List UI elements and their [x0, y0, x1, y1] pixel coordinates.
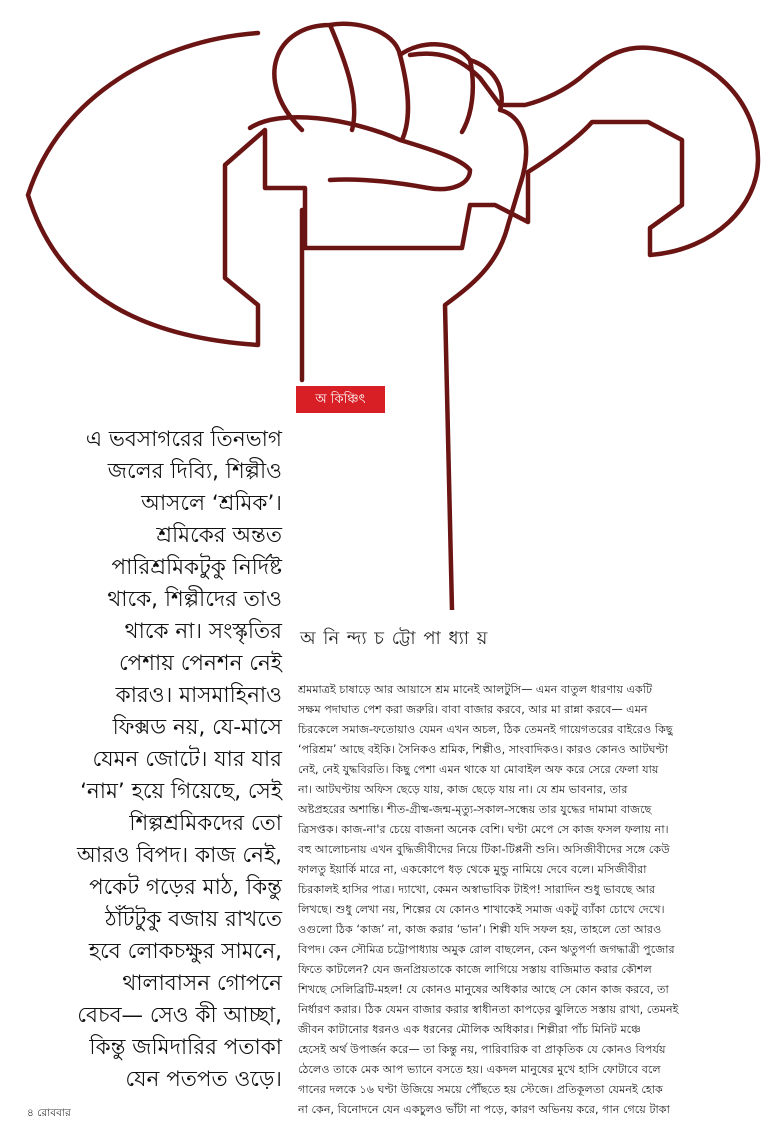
body-line: চিরকেলে সমাজ-ফতোয়াও যেমন এখন অচল, ঠিক তেমনই গায়েগতরের বাইরেও কিছু [298, 723, 673, 736]
pull-quote-line: শিল্পশ্রমিকদের তো [129, 811, 282, 836]
pull-quote-line: বেচব— সেও কী আচ্ছা, [77, 1003, 282, 1028]
pull-quote-line: কিন্তু জমিদারির পতাকা [89, 1035, 282, 1060]
body-line: বিপদ। কেন সৌমিত্র চট্টোপাধ্যায় অমুক রোল বাছলেন, কেন ঋতুপর্ণা জগদ্ধাত্রী পুজোর [298, 943, 675, 956]
body-line: ত্রিসপ্তক। কাজ-না'র চেয়ে বাজনা অনেক বেশি। ঘণ্টা মেপে সে কাজ ফসল ফলায় না। [298, 823, 669, 836]
body-line: ফালতু ইয়ার্কি মারে না, এককোপে ধড় থেকে মুন্ডু নামিয়ে দেবে বলে। মসিজীবীরা [298, 863, 647, 876]
pull-quote-line: ‘নাম’ হয়ে গিয়েছে, সেই [80, 779, 282, 804]
pull-quote-line: জলের দিব্যি, শিল্পীও [107, 459, 282, 484]
body-line: শ্রমমাত্রই চাষাড়ে আর আয়াসে শ্রম মানেই আলটুসি— এমন বাতুল ধারণায় একটি [298, 683, 653, 696]
pull-quote-line: শ্রমিকের অন্তত [156, 523, 282, 548]
body-line: নির্ধারণ করার। ঠিক যেমন বাজার করার স্বাধীনতা কাপড়ের ঝুলিতে সস্তায় রাখা, তেমনই [298, 1003, 679, 1016]
pull-quote-line: পকেট গড়ের মাঠ, কিন্তু [89, 875, 282, 900]
body-line: লিখছে। শুধু লেখা নয়, শিল্পের যে কোনও শাখাকেই সমাজ একটু ব্যাঁকা চোখে দেখে। [298, 903, 665, 916]
body-line: জীবন কাটানোর ধরনও এক ধরনের মৌলিক অধিকার। শিল্পীরা পাঁচ মিনিট মঞ্চে [298, 1023, 641, 1036]
author-byline: অ নি ন্দ্য চ ট্টো পা ধ্যা য় [300, 628, 489, 649]
pull-quote-line: যেমন জোটে। যার যার [92, 747, 282, 772]
finger-crease-3 [462, 60, 473, 132]
body-line: গানের দলকে ১৬ ঘণ্টা উজিয়ে সময়ে পৌঁছতে হয় স্টেজে। প্রতিকূলতা যেমনই হোক [298, 1083, 663, 1096]
body-line: অষ্টপ্রহরের অশান্তি। শীত-গ্রীষ্ম-জন্ম-মৃত্যু-সকাল-সন্ধেয় তার যুদ্ধের দামামা বাজছে [298, 803, 652, 816]
pull-quote-line: পারিশ্রমিকটুকু নির্দিষ্ট [111, 555, 282, 580]
pull-quote-line: যেন পতপত ওড়ে। [125, 1067, 282, 1092]
body-line: চিরকালই হাসির পাত্র। দ্যাখো, কেমন অস্বাভাবিক টাইপ! সারাদিন শুধু ভাবছে আর [298, 883, 656, 896]
pull-quote-line: আসলে ‘শ্রমিক’। [141, 491, 282, 516]
body-line: শিখছে সেলিব্রিটি-মহল! যে কোনও মানুষের অধিকার আছে সে কোন কাজ করবে, তা [298, 983, 669, 996]
thumb-outline [250, 117, 470, 189]
body-line: ফিতে কাটলেন? যেন জনপ্রিয়তাকে কাজে লাগিয়ে সস্তায় বাজিমাত করার কৌশল [298, 963, 652, 976]
page-folio: ৪ রোববার [27, 1107, 71, 1119]
pull-quote-line: ফিক্সড নয়, যে-মাসে [112, 715, 282, 740]
wrench-outline [28, 33, 758, 345]
pull-quote-line: হবে লোকচক্ষুর সামনে, [88, 939, 282, 964]
pull-quote-line: পেশায় পেনশন নেই [118, 651, 282, 676]
fist-outline [274, 24, 526, 610]
body-line: না কেন, বিনোদনে যেন একচুলও ভাঁটা না পড়ে, কারণ অভিনয় করে, গান গেয়ে টাকা [298, 1103, 670, 1116]
body-line: বহু আলোচনায় এখন বুদ্ধিজীবীদের নিয়ে টিকা-টিপ্পনী শুনি। অসিজীবীদের সঙ্গে কেউ [298, 843, 670, 856]
body-line: নেই, নেই যুদ্ধবিরতি। কিছু পেশা এমন থাকে যা মোবাইল অফ করে সেরে ফেলা যায় [298, 763, 659, 776]
pull-quote-line: থালাবাসন গোপনে [122, 971, 282, 996]
pull-quote-line: এ ভবসাগরের তিনভাগ [85, 427, 282, 452]
pull-quote-line: থাকে না। সংস্কৃতির [124, 619, 282, 644]
body-line: ওগুলো ঠিক ‘কাজ’ না, কাজ করার ‘ভান’। শিল্পী যদি সফল হয়, তাহলে তো আরও [298, 923, 662, 936]
section-tag: অ কিঞ্চিৎ [296, 386, 385, 413]
body-line: ঠেলেও তাকে মেক আপ ভ্যানে বসতে হয়। একদল মানুষের মুখে হাসি ফোটাবে বলে [298, 1063, 661, 1076]
pull-quote-line: কারও। মাসমাহিনাও [115, 683, 282, 708]
body-line: সক্ষম পদাঘাত পেশ করা জরুরি। বাবা বাজার করবে, আর মা রান্না করবে— এমন [298, 703, 648, 716]
body-line: ‘পরিশ্রম’ আছে বইকি। সৈনিকও শ্রমিক, শিল্পীও, সাংবাদিকও। কারও কোনও আটঘণ্টা [298, 743, 669, 756]
finger-crease-1 [330, 25, 354, 130]
pull-quote [40, 424, 282, 1096]
finger-crease-2 [400, 55, 408, 140]
body-line: হেসেই অর্থ উপার্জন করে— তা কিন্তু নয়, পারিবারিক বা প্রাকৃতিক যে কোনও বিপর্যয় [298, 1043, 666, 1056]
pull-quote-line: আরও বিপদ। কাজ নেই, [76, 843, 282, 868]
article-body [298, 680, 742, 1120]
pull-quote-line: থাকে, শিল্পীদের তাও [107, 587, 282, 612]
pull-quote-line: ঠাঁটটুকু বজায় রাখতে [105, 907, 282, 932]
body-line: না। আটঘণ্টায় অফিস ছেড়ে যায়, কাজ ছেড়ে যায় না। যে শ্রম ভাবনার, তার [298, 783, 628, 796]
